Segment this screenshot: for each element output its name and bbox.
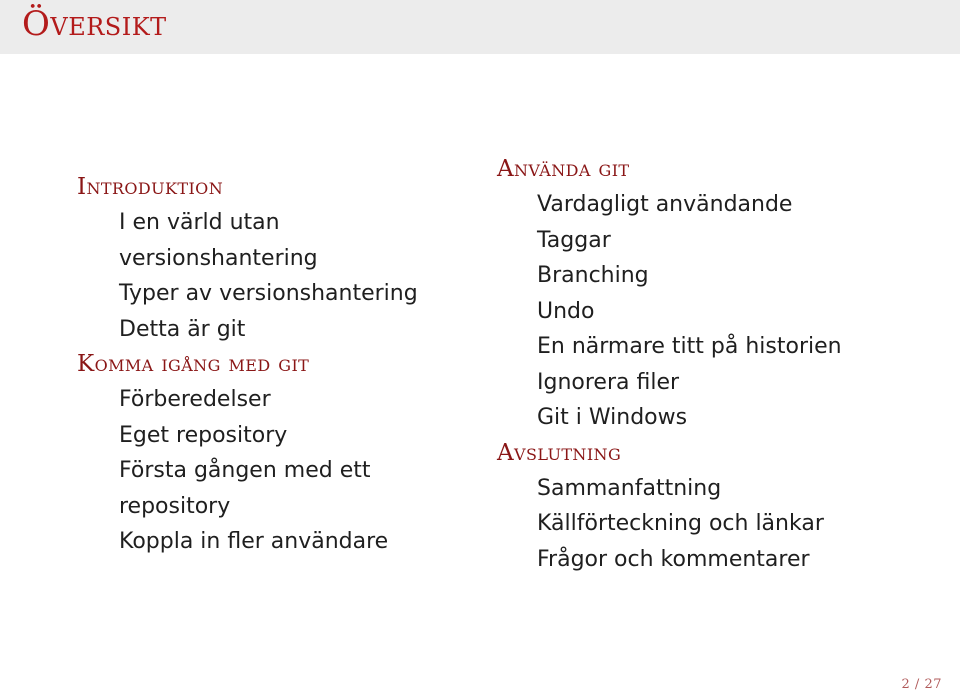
page-number: 2 / 27 xyxy=(901,677,942,692)
section-title-introduktion[interactable]: Introduktion xyxy=(77,174,224,200)
frame-header xyxy=(0,0,960,54)
section-title-anvanda-git[interactable]: Använda git xyxy=(497,156,630,182)
toc-section xyxy=(497,152,937,436)
subsection-item[interactable]: Sammanfattning xyxy=(537,475,722,501)
subsection-item[interactable]: En närmare titt på historien xyxy=(537,334,842,359)
subsection-item[interactable]: Branching xyxy=(537,263,649,288)
subsection-item[interactable]: Taggar xyxy=(537,227,611,253)
subsection-list xyxy=(497,471,937,578)
section-title-avslutning[interactable]: Avslutning xyxy=(497,439,622,466)
subsection-list xyxy=(497,187,937,436)
subsection-item[interactable]: Första gången med ett repository xyxy=(119,458,371,519)
subsection-item[interactable]: Git i Windows xyxy=(537,405,688,430)
subsection-item[interactable]: Vardagligt användande xyxy=(537,192,793,217)
subsection-item[interactable]: Källförteckning och länkar xyxy=(537,511,824,536)
subsection-item[interactable]: Undo xyxy=(537,298,595,324)
frame-title: Översikt xyxy=(22,4,167,44)
subsection-item[interactable]: Frågor och kommentarer xyxy=(537,546,810,572)
toc-right-column xyxy=(497,152,937,577)
subsection-item[interactable]: Detta är git xyxy=(119,316,246,342)
subsection-item[interactable]: Förberedelser xyxy=(119,387,271,412)
subsection-item[interactable]: Ignorera filer xyxy=(537,369,680,395)
subsection-list xyxy=(77,205,477,347)
subsection-item[interactable]: Eget repository xyxy=(119,422,288,448)
subsection-item[interactable]: I en värld utan versionshantering xyxy=(119,210,318,271)
toc-section xyxy=(497,436,937,578)
subsection-item[interactable]: Typer av versionshantering xyxy=(119,281,418,306)
toc-left-column xyxy=(77,170,477,560)
subsection-list xyxy=(77,382,477,560)
toc-section xyxy=(77,347,477,560)
toc-section xyxy=(77,170,477,347)
subsection-item[interactable]: Koppla in fler användare xyxy=(119,529,389,554)
section-title-komma-igang[interactable]: Komma igång med git xyxy=(77,351,310,377)
